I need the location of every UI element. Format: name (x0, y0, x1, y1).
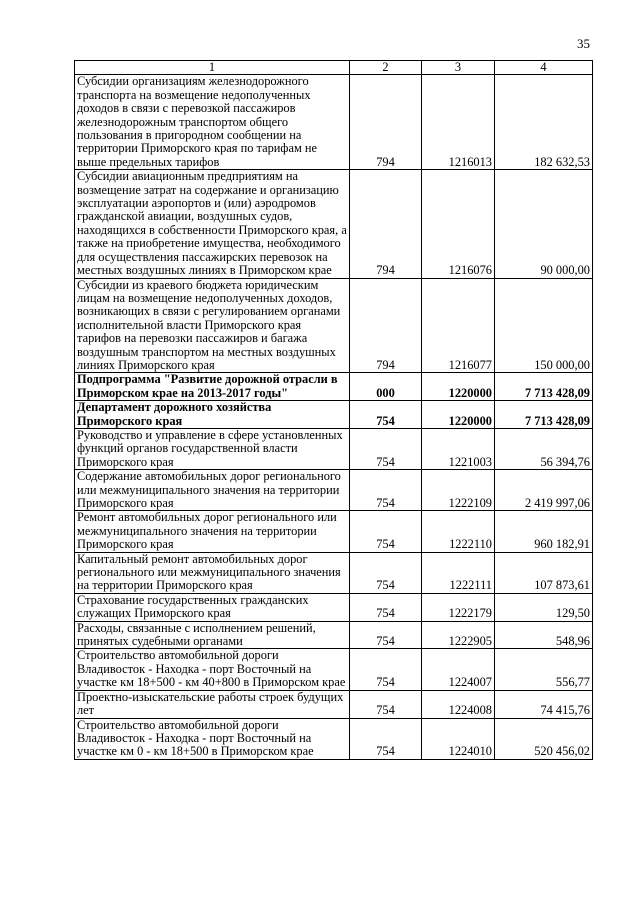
row-name-cell: Страхование государственных гражданских служащих Приморского края (75, 593, 350, 621)
row-gr-cell: 000 (350, 373, 422, 401)
table-row (75, 401, 593, 429)
row-code-cell: 1216076 (422, 170, 495, 278)
table-body (75, 75, 593, 759)
table-row (75, 593, 593, 621)
row-code-cell: 1224007 (422, 649, 495, 690)
table-row (75, 718, 593, 759)
table-row (75, 75, 593, 170)
row-name-cell: Ремонт автомобильных дорог регионального или межмуниципального значения на территории Приморского края (75, 511, 350, 552)
row-code-cell: 1224010 (422, 718, 495, 759)
row-gr-cell: 794 (350, 170, 422, 278)
row-amount-cell: 2 419 997,06 (495, 470, 593, 511)
table-row (75, 621, 593, 649)
table-row (75, 511, 593, 552)
row-gr-cell: 754 (350, 621, 422, 649)
row-gr-cell: 754 (350, 428, 422, 469)
row-amount-cell: 56 394,76 (495, 428, 593, 469)
table-row (75, 428, 593, 469)
row-name-cell: Субсидии авиационным предприятиям на возмещение затрат на содержание и организацию эксплуатации аэропортов и (или) аэродромов гражданской авиации, воздушных судов, находящихся в собственности Приморского края, а также на приобретение имущества, необходимого для осуществления пассажирских перевозок на местных воздушных линиях в Приморском крае (75, 170, 350, 278)
table-row (75, 470, 593, 511)
page-number: 35 (577, 36, 590, 51)
row-amount-cell: 520 456,02 (495, 718, 593, 759)
row-code-cell: 1222905 (422, 621, 495, 649)
row-amount-cell: 150 000,00 (495, 278, 593, 373)
row-code-cell: 1222111 (422, 552, 495, 593)
row-name-cell: Департамент дорожного хозяйства Приморского края (75, 401, 350, 429)
table-row (75, 552, 593, 593)
row-name-cell: Субсидии из краевого бюджета юридическим лицам на возмещение недополученных доходов, возникающих в связи с регулированием органами исполнительной власти Приморского края тарифов на перевозки пассажиров и багажа воздушным транспортом на местных воздушных линиях Приморского края (75, 278, 350, 373)
table-row (75, 690, 593, 718)
row-code-cell: 1220000 (422, 401, 495, 429)
row-amount-cell: 556,77 (495, 649, 593, 690)
row-amount-cell: 90 000,00 (495, 170, 593, 278)
header-row (75, 61, 593, 75)
row-name-cell: Субсидии организациям железнодорожного транспорта на возмещение недополученных доходов в связи с перевозкой пассажиров железнодорожным транспортом общего пользования в пригородном сообщении на территории Приморского края по тарифам не выше предельных тарифов (75, 75, 350, 170)
row-gr-cell: 754 (350, 649, 422, 690)
row-name-cell: Содержание автомобильных дорог регионального или межмуниципального значения на территории Приморского края (75, 470, 350, 511)
row-gr-cell: 754 (350, 511, 422, 552)
header-col-4: 4 (495, 61, 593, 75)
budget-table (74, 60, 593, 760)
row-gr-cell: 754 (350, 552, 422, 593)
row-amount-cell: 182 632,53 (495, 75, 593, 170)
row-code-cell: 1222109 (422, 470, 495, 511)
row-amount-cell: 960 182,91 (495, 511, 593, 552)
row-amount-cell: 107 873,61 (495, 552, 593, 593)
row-name-cell: Подпрограмма "Развитие дорожной отрасли в Приморском крае на 2013-2017 годы" (75, 373, 350, 401)
row-name-cell: Руководство и управление в сфере установленных функций органов государственной власти Приморского края (75, 428, 350, 469)
row-gr-cell: 794 (350, 278, 422, 373)
header-col-1: 1 (75, 61, 350, 75)
row-code-cell: 1222179 (422, 593, 495, 621)
row-amount-cell: 129,50 (495, 593, 593, 621)
table-row (75, 373, 593, 401)
row-gr-cell: 754 (350, 470, 422, 511)
row-name-cell: Проектно-изыскательские работы строек будущих лет (75, 690, 350, 718)
row-gr-cell: 754 (350, 718, 422, 759)
row-amount-cell: 548,96 (495, 621, 593, 649)
row-gr-cell: 754 (350, 401, 422, 429)
row-code-cell: 1221003 (422, 428, 495, 469)
row-name-cell: Расходы, связанные с исполнением решений, принятых судебными органами (75, 621, 350, 649)
row-name-cell: Строительство автомобильной дороги Владивосток - Находка - порт Восточный на участке км 18+500 - км 40+800 в Приморском крае (75, 649, 350, 690)
row-code-cell: 1216013 (422, 75, 495, 170)
row-amount-cell: 7 713 428,09 (495, 401, 593, 429)
header-col-3: 3 (422, 61, 495, 75)
table-row (75, 170, 593, 278)
row-code-cell: 1222110 (422, 511, 495, 552)
row-gr-cell: 794 (350, 75, 422, 170)
header-col-2: 2 (350, 61, 422, 75)
table-row (75, 649, 593, 690)
row-gr-cell: 754 (350, 593, 422, 621)
row-name-cell: Капитальный ремонт автомобильных дорог регионального или межмуниципального значения на территории Приморского края (75, 552, 350, 593)
row-amount-cell: 7 713 428,09 (495, 373, 593, 401)
row-gr-cell: 754 (350, 690, 422, 718)
row-amount-cell: 74 415,76 (495, 690, 593, 718)
row-name-cell: Строительство автомобильной дороги Владивосток - Находка - порт Восточный на участке км 0 - км 18+500 в Приморском крае (75, 718, 350, 759)
row-code-cell: 1216077 (422, 278, 495, 373)
row-code-cell: 1220000 (422, 373, 495, 401)
table-row (75, 278, 593, 373)
row-code-cell: 1224008 (422, 690, 495, 718)
